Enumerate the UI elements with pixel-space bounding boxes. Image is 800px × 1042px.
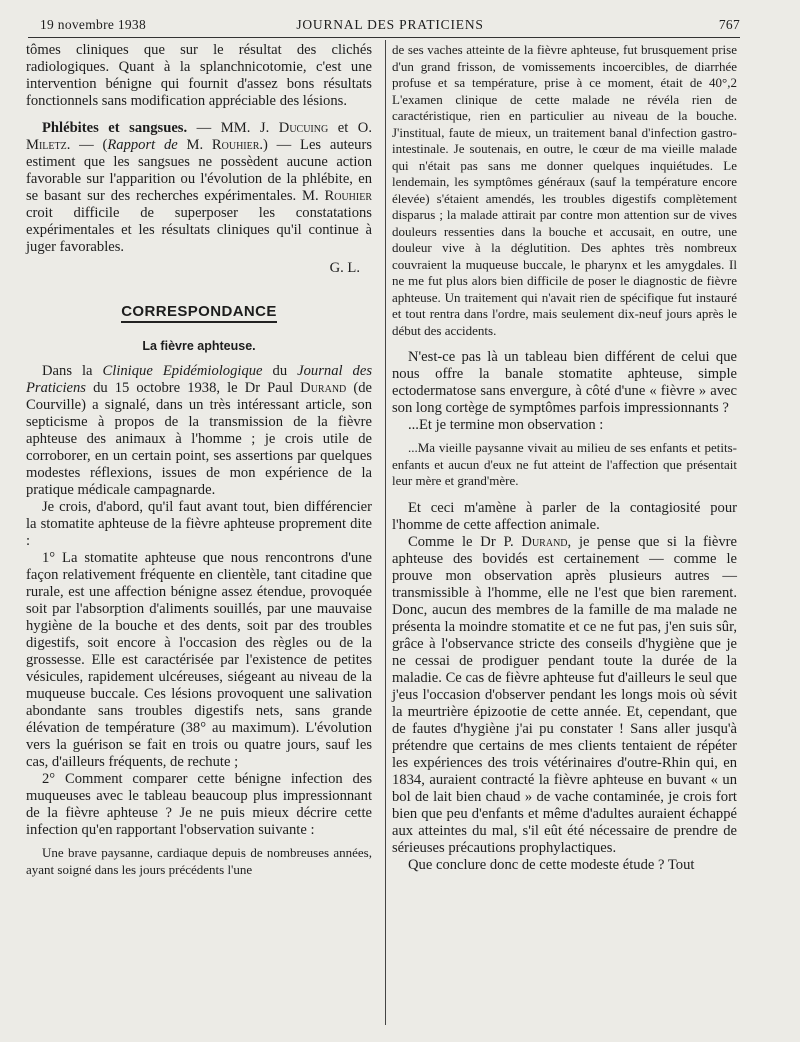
paragraph: ...Et je termine mon observation : [408, 417, 604, 433]
paragraph: 2° Comment comparer cette bénigne infection des muqueuses avec le tableau beaucoup plus impressionnant de la fièvre aphteuse ? Je ne puis mieux décrire cette infection qu'en rapportant l'observation suivante : [26, 771, 372, 838]
header-date: 19 novembre 1938 [40, 17, 147, 32]
paragraph: Je crois, d'abord, qu'il faut avant tout, bien différencier la stomatite aphteuse de la fièvre aphteuse proprement dite : [26, 499, 372, 549]
right-column [392, 42, 737, 874]
author-name: Miletz [26, 137, 67, 153]
author-name: Rouhier [211, 137, 260, 153]
section-title: CORRESPONDANCE [26, 303, 372, 320]
paragraph: N'est-ce pas là un tableau bien différent de celui que nous offre la banale stomatite aphteuse, simple ectodermatose sans envergure, à côté d'une « fièvre » avec son long cortège de symptômes parfois impressionnants ? [392, 349, 737, 416]
article-title: La fièvre aphteuse. [142, 339, 256, 353]
author-name: Durand [521, 533, 568, 550]
header-journal-title: JOURNAL DES PRATICIENS [296, 17, 484, 32]
paragraph-phlebites: Phlébites et sangsues. — MM. J. Ducuing et O. Miletz. — (Rapport de M. Rouhier.) — Les auteurs estiment que les sangsues ne possèdent aucune action favorable sur l'apparition ou l'évolution de la phlébite, en se basant sur des recherches expérimentales. M. Rouhier croit difficile de superposer les constatations expérimentales et les résultats cliniques qu'il continue à juger favorables. [26, 120, 372, 255]
paragraph-observation: Une brave paysanne, cardiaque depuis de nombreuses années, ayant soigné dans les jours précédents l'une [26, 845, 372, 877]
left-column [26, 42, 372, 878]
paragraph-observation: de ses vaches atteinte de la fièvre aphteuse, fut brusquement prise d'un grand frisson, de vomissements incoercibles, de diarrhée profuse et sa température, prise à ce moment, était de 40°,2 L'examen clinique de cette malade ne révéla rien de caractéristique, rien en particulier au niveau de la bouche. J'institual, faute de mieux, un traitement banal d'infection gastro-intestinale. Je soutenais, en outre, le cœur de ma vieille malade qui n'était pas sans me donner quelques inquiétudes. Le lendemain, les symptômes généraux (sauf la température encore élevée) s'étaient amendés, les troubles digestifs complètement disparus ; la malade attirait par contre mon attention sur de vives douleurs ressenties dans la bouche et accusait, en outre, une douleur vive à la déglutition. Des aphtes très nombreux couvraient la muqueuse buccale, le pharynx et les amygdales. Il ne me fut plus alors bien difficile de poser le diagnostic de fièvre aphteuse. Un traitement qui n'avait rien de spécifique fut instauré et tout rentra dans l'ordre, mais seulement dix-neuf jours après le début des accidents. [392, 42, 737, 338]
paragraph: Que conclure donc de cette modeste étude ? Tout [408, 856, 695, 873]
running-header [40, 14, 740, 36]
paragraph: Et ceci m'amène à parler de la contagiosité pour l'homme de cette affection animale. [392, 499, 737, 533]
header-rule [28, 37, 740, 38]
paragraph-heading: Phlébites et sangsues. [42, 120, 188, 136]
author-name: Rouhier [324, 188, 372, 204]
paragraph-observation: ...Ma vieille paysanne vivait au milieu de ses enfants et petits-enfants et aucun d'eux ne fut atteint de l'affection que présentait leur mère et grand'mère. [392, 440, 737, 488]
paragraph: Dans la Clinique Epidémiologique du Journal des Praticiens du 15 octobre 1938, le Dr Paul Durand (de Courville) a signalé, dans un très intéressant article, son septicisme à propos de la transmission de la fièvre aphteuse des animaux à l'homme ; je crois utile de corroborer, en un certain point, ses assertions par quelques modestes réflexions, issues de mon expérience de la pratique médicale campagnarde. [26, 363, 372, 498]
signature: G. L. [329, 260, 360, 276]
author-name: Ducuing [278, 120, 329, 136]
column-divider [385, 40, 386, 1025]
header-page-number: 767 [718, 17, 740, 32]
paragraph: 1° La stomatite aphteuse que nous rencontrons d'une façon relativement fréquente en clientèle, tant citadine que rurale, est une affection bénigne assez étendue, provoquée soit par l'absorption d'aliments souillés, par une mauvaise hygiène de la bouche et des dents, soit par des troubles digestifs, soit encore à l'occasion des règles ou de la grossesse. Elle est caractérisée par l'existence de petites vésicules, rapidement ulcéreuses, siégeant au niveau de la muqueuse buccale. Ces lésions provoquent une salivation abondante sans troubles digestifs nets, sans grande élévation de température (38° au maximum). L'évolution vers la guérison se fait en trois ou quatre jours, sauf les cas, d'ailleurs fréquents, de rechute ; [26, 550, 372, 770]
paragraph: Comme le Dr P. Durand, je pense que si la fièvre aphteuse des bovidés est certainement — comme le prouve mon observation après plusieurs autres — transmissible à l'homme, elle ne l'est que bien rarement. Donc, aucun des membres de la famille de ma malade ne présenta la moindre stomatite et ce ne fut pas, j'en suis sûr, grâce à l'observance stricte des conseils d'hygiène que je ne cessai de prodiguer pendant toute la durée de la maladie. Ce cas de fièvre aphteuse fut d'ailleurs le seul que j'eus l'occasion d'observer pendant les longs mois où sévit la meurtrière épizootie de cette année. Et, cependant, que de fautes d'hygiène j'ai pu constater ! Sans aller jusqu'à prétendre que certains de mes clients tentaient de répéter les expériences des trois vétérinaires d'outre-Rhin qui, en 1834, auraient contracté la fièvre aphteuse en buvant « un bol de lait bien chaud » de vache contaminée, je crois fort bien que peu d'enfants et même d'adultes auraient échappé aux atteintes du mal, s'il eût été nécessaire de prendre de sérieuses précautions prophylactiques. [392, 533, 737, 856]
author-name: Durand [300, 380, 347, 396]
paragraph: tômes cliniques que sur le résultat des clichés radiologiques. Quant à la splanchnicotomie, c'est une intervention bénigne qui fournit d'assez bons résultats fonctionnels sans modification appréciable des lésions. [26, 42, 372, 109]
